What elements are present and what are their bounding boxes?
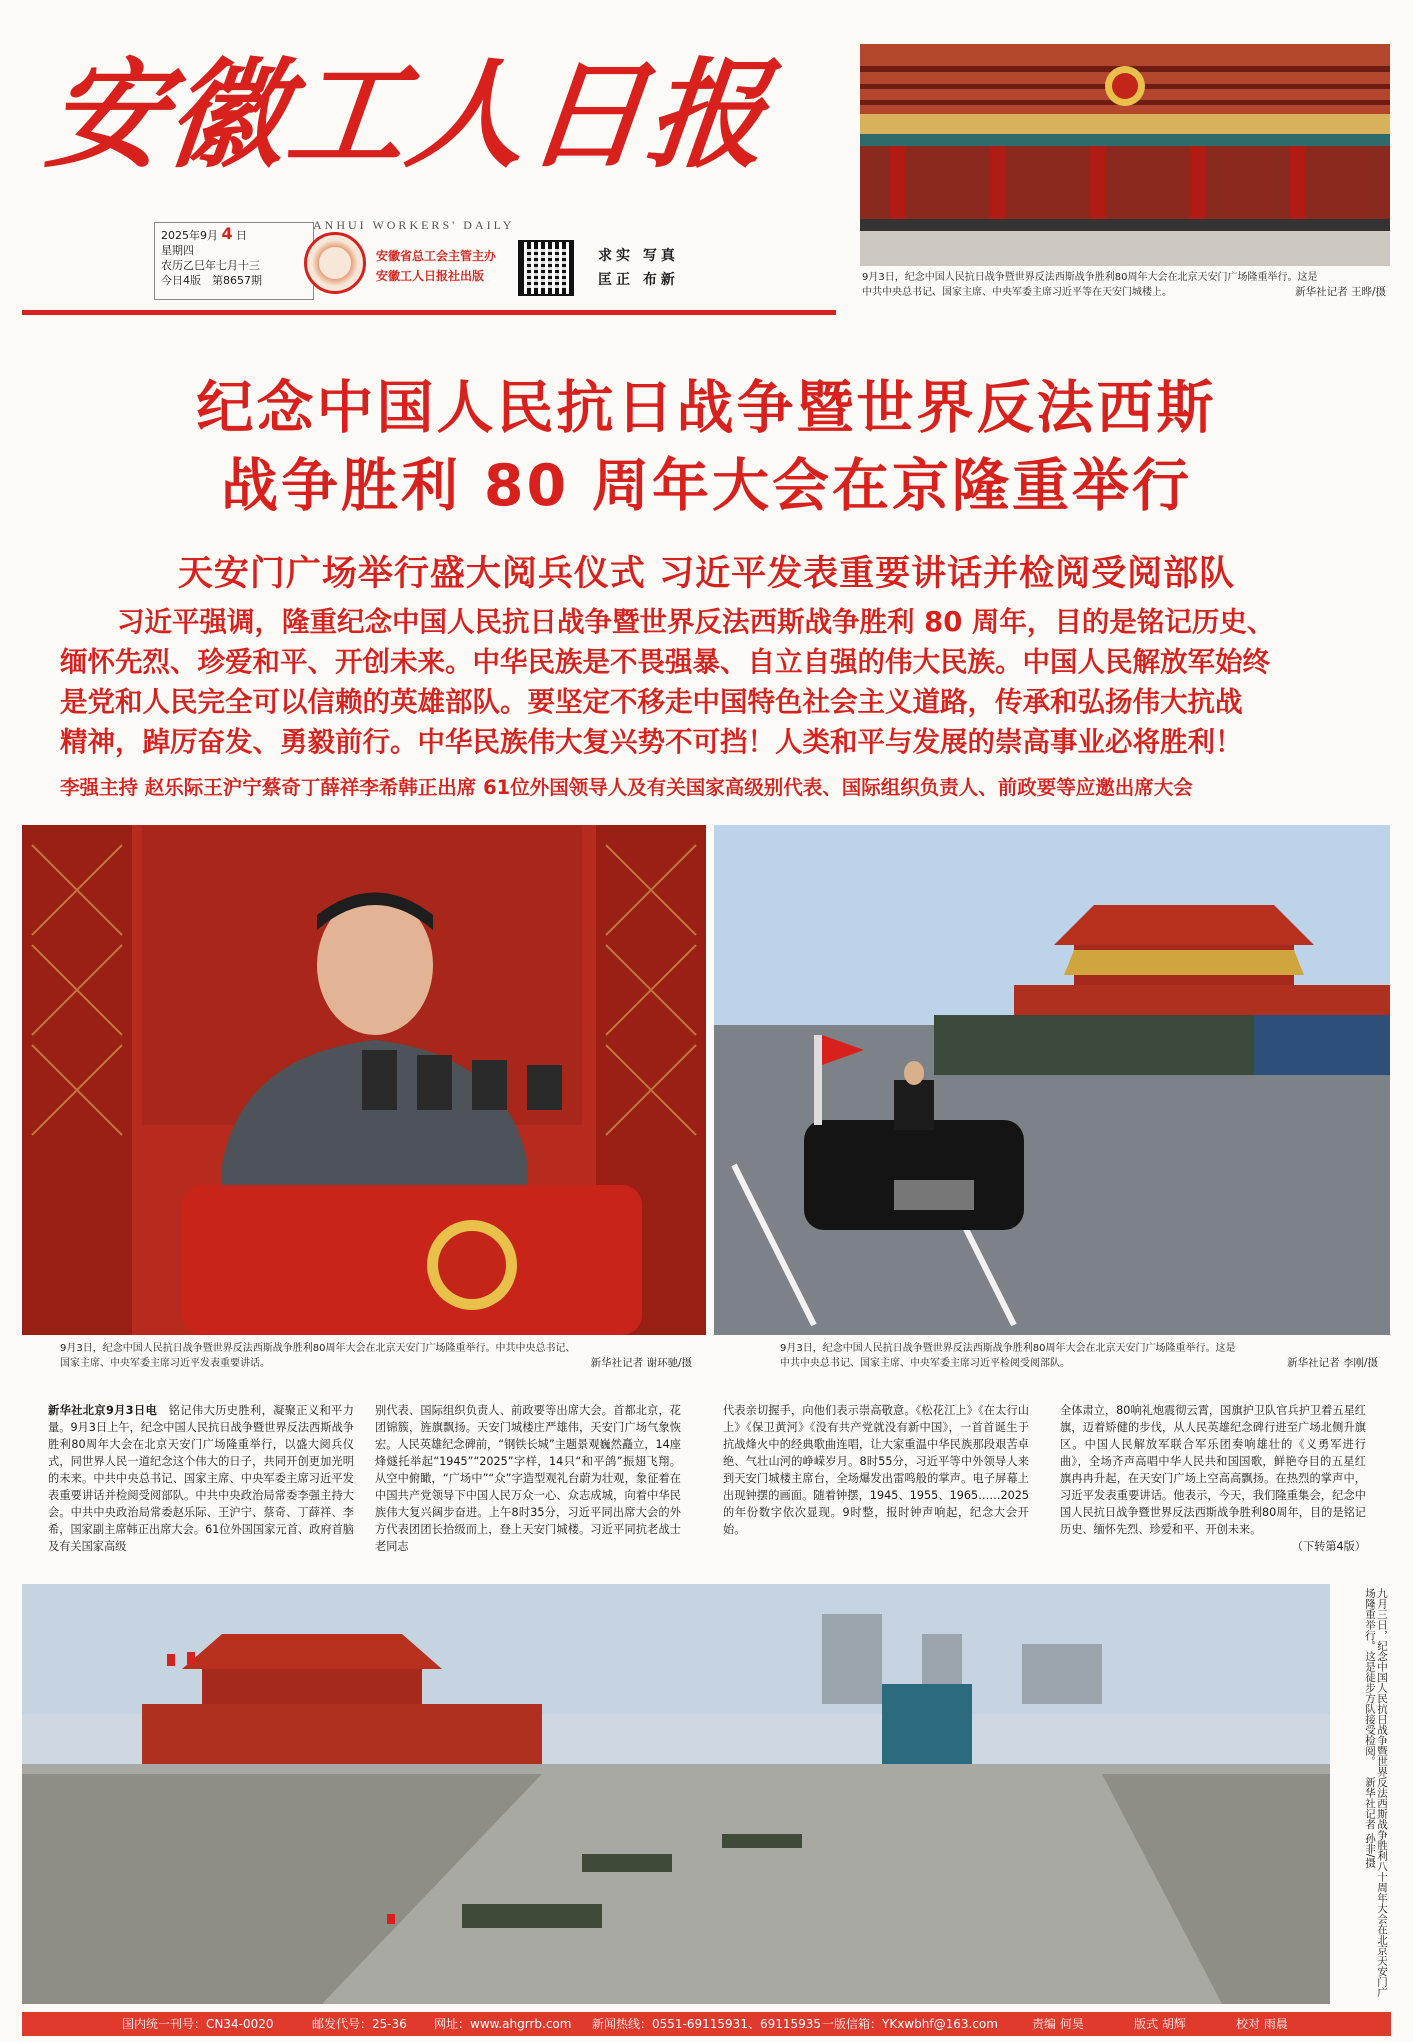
article-col2-text: 别代表、国际组织负责人、前政要等出席大会。首都北京，花团锦簇，旌旗飘扬。天安门城楼庄严雄伟，天安门广场气象恢宏。人民英雄纪念碑前，“钢铁长城”主题景观巍然矗立，14座烽燧托举起“1945”“2025”字样，14只“和平鸽”振翅飞翔。从空中俯瞰，“广场中”“众”字造型观礼台蔚为壮观，象征着在中国共产党领导下中国人民万众一心、众志成城，向着中华民族伟大复兴阔步奋进。上午8时35分，习近平同出席大会的外方代表团团长拾级而上，登上天安门城楼。习近平同抗老战士老同志 <box>375 1404 681 1553</box>
masthead-english: ANHUI WORKERS' DAILY <box>313 218 515 232</box>
lead-line3: 是党和人民完全可以信赖的英雄部队。要坚定不移走中国特色社会主义道路，传承和弘扬伟大抗战 <box>60 686 1243 718</box>
review-photo <box>714 825 1390 1335</box>
speech-caption-line1: 9月3日，纪念中国人民抗日战争暨世界反法西斯战争胜利80周年大会在北京天安门广场隆重举行。中共中央总书记、 <box>60 1343 576 1354</box>
publisher-sponsor: 安徽省总工会主管主办 <box>376 249 497 263</box>
lead-paragraph <box>60 602 1360 762</box>
footer-proof: 校对 雨晨 <box>1236 2017 1288 2031</box>
parade-photo <box>22 1584 1330 2004</box>
article-column-2 <box>375 1402 681 1555</box>
issue-number: 第8657期 <box>212 274 262 287</box>
motto-line1: 求实 写真 <box>598 248 679 264</box>
article-column-1 <box>48 1402 354 1555</box>
article-col3-text: 代表亲切握手，向他们表示崇高敬意。《松花江上》《在太行山上》《保卫黄河》《没有共产党就没有新中国》，一首首诞生于抗战烽火中的经典歌曲连唱，让大家重温中华民族那段艰苦卓绝、气壮山河的峥嵘岁月。8时55分，习近平等中外领导人来到天安门城楼主席台，全场爆发出雷鸣般的掌声。电子屏幕上出现钟摆的画面。随着钟摆，1945、1955、1965……2025的年份数字依次显现。9时整，报时钟声响起，纪念大会开始。 <box>723 1404 1029 1536</box>
speech-photo <box>22 825 706 1335</box>
date-line: 2025年9月 <box>161 229 218 242</box>
article-column-4 <box>1060 1402 1366 1555</box>
speech-image <box>22 825 706 1335</box>
footer-hotline: 新闻热线：0551-69115931、69115935 <box>592 2017 822 2031</box>
footer-post-code: 邮发代号：25-36 <box>312 2017 407 2031</box>
page-count: 今日4版 <box>161 274 201 287</box>
top-photo-caption-line1: 9月3日，纪念中国人民抗日战争暨世界反法西斯战争胜利80周年大会在北京天安门广场隆重举行。这是 <box>862 272 1318 283</box>
qr-code-icon[interactable] <box>518 240 574 296</box>
publisher-info <box>376 246 496 286</box>
review-caption-line1: 9月3日，纪念中国人民抗日战争暨世界反法西斯战争胜利80周年大会在北京天安门广场隆重举行。这是 <box>780 1343 1236 1354</box>
lunar-date: 农历乙巳年七月十三 <box>161 259 260 272</box>
top-photo-caption-line2: 中共中央总书记、国家主席、中央军委主席习近平等在天安门城楼上。 <box>862 287 1172 298</box>
footer-cn-number: 国内统一刊号：CN34-0020 <box>122 2017 274 2031</box>
speech-caption-line2: 国家主席、中央军委主席习近平发表重要讲话。 <box>60 1358 270 1369</box>
headline-line1: 纪念中国人民抗日战争暨世界反法西斯 <box>196 375 1217 441</box>
bottom-photo-credit: 新华社记者 孙非/摄 <box>1364 1776 1376 1868</box>
speech-photo-credit: 新华社记者 谢环驰/摄 <box>590 1357 692 1369</box>
weekday: 星期四 <box>161 244 194 257</box>
speech-photo-caption <box>60 1341 700 1371</box>
top-photo <box>860 44 1390 266</box>
footer-design: 版式 胡辉 <box>1134 2017 1186 2031</box>
footer-email[interactable]: 一版信箱：YKxwbhf@163.com <box>822 2017 998 2031</box>
subheadline: 天安门广场举行盛大阅兵仪式 习近平发表重要讲话并检阅受阅部队 <box>177 554 1236 594</box>
masthead-title: 安徽工人日报 <box>40 45 776 184</box>
article-col4-text: 全体肃立，80响礼炮震彻云霄，国旗护卫队官兵护卫着五星红旗，迈着矫健的步伐，从人民英雄纪念碑行进至广场北侧升旗区。中国人民解放军联合军乐团奏响雄壮的《义勇军进行曲》，全场齐声高唱中华人民共和国国歌，鲜艳夺目的五星红旗冉冉升起，在天安门广场上空高高飘扬。在热烈的掌声中，习近平发表重要讲话。他表示，今天，我们隆重集会，纪念中国人民抗日战争暨世界反法西斯战争胜利80周年，目的是铭记历史、缅怀先烈、珍爱和平、开创未来。 <box>1060 1404 1366 1536</box>
continued-note: （下转第4版） <box>1291 1540 1366 1553</box>
union-emblem-icon <box>304 232 366 294</box>
footer-website[interactable]: 网址：www.ahgrrb.com <box>434 2017 572 2031</box>
top-photo-credit: 新华社记者 王晔/摄 <box>1295 286 1386 298</box>
review-caption-line2: 中共中央总书记、国家主席、中央军委主席习近平检阅受阅部队。 <box>780 1358 1070 1369</box>
review-photo-credit: 新华社记者 李刚/摄 <box>1287 1357 1378 1369</box>
motto-line2: 匡正 布新 <box>598 272 679 288</box>
motto <box>598 244 679 292</box>
date-day: 4 <box>221 224 233 243</box>
footer-bar <box>22 2012 1391 2036</box>
article-dateline: 新华社北京9月3日电 <box>48 1404 158 1417</box>
article-col1-text: 铭记伟大历史胜利，凝聚正义和平力量。9月3日上午，纪念中国人民抗日战争暨世界反法西斯战争胜利80周年大会在北京天安门广场隆重举行，以盛大阅兵仪式，同世界人民一道纪念这个伟大的日子，共同开创更加光明的未来。中共中央总书记、国家主席、中央军委主席习近平发表重要讲话并检阅受阅部队。中共中央政治局常委李强主持大会。中共中央政治局常委赵乐际、王沪宁、蔡奇、丁薛祥、李希，国家副主席韩正出席大会。61位外国国家元首、政府首脑及有关国家高级 <box>48 1404 354 1553</box>
bottom-photo-caption: 九月三日，纪念中国人民抗日战争暨世界反法西斯战争胜利八十周年大会在北京天安门广场隆重举行。这是徒步方队接受检阅。 <box>1364 1588 1388 1998</box>
date-box <box>154 222 314 300</box>
headline-line2: 战争胜利 80 周年大会在京隆重举行 <box>220 453 1192 519</box>
lead-line1: 习近平强调，隆重纪念中国人民抗日战争暨世界反法西斯战争胜利 80 周年，目的是铭记历史、 <box>117 606 1275 638</box>
review-photo-caption <box>780 1341 1386 1371</box>
tiananmen-rostrum-image <box>860 44 1390 266</box>
parade-square-image <box>22 1584 1330 2004</box>
masthead-rule <box>22 310 836 315</box>
footer-editor: 责编 何昊 <box>1032 2017 1084 2031</box>
bottom-photo-vertical-caption <box>1342 1588 1388 2004</box>
top-photo-caption <box>862 270 1392 300</box>
publisher-press: 安徽工人日报社出版 <box>376 269 485 283</box>
attendance-line: 李强主持 赵乐际王沪宁蔡奇丁薛祥李希韩正出席 61位外国领导人及有关国家高级别代表、国际组织负责人、前政要等应邀出席大会 <box>60 776 1193 799</box>
date-day-suffix: 日 <box>236 229 248 242</box>
article-column-3 <box>723 1402 1029 1538</box>
review-image <box>714 825 1390 1335</box>
lead-line2: 缅怀先烈、珍爱和平、开创未来。中华民族是不畏强暴、自立自强的伟大民族。中国人民解放军始终 <box>60 646 1270 678</box>
lead-line4: 精神，踔厉奋发、勇毅前行。中华民族伟大复兴势不可挡！人类和平与发展的崇高事业必将胜利！ <box>60 726 1243 758</box>
